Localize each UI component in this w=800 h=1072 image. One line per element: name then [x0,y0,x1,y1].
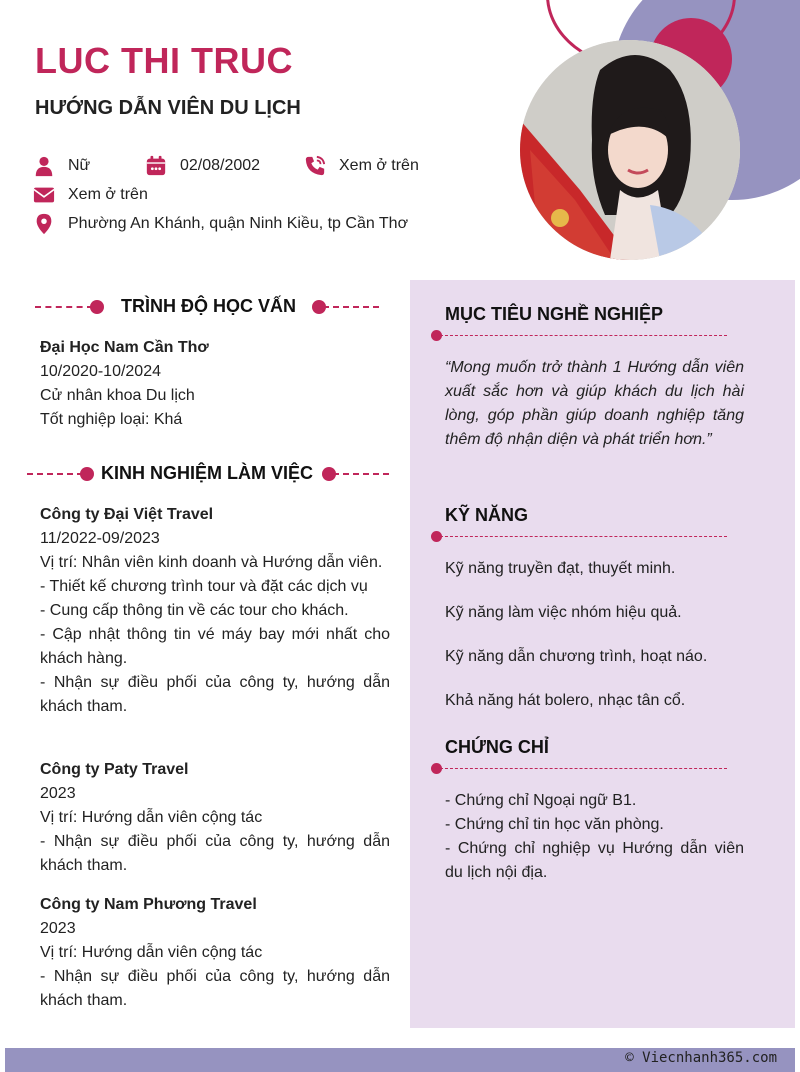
job-duty: - Cập nhật thông tin vé máy bay mới nhất cho khách hàng. [40,626,390,667]
heading-rule-right [333,473,389,475]
section-rule [440,536,727,537]
certificates-title: CHỨNG CHỈ [445,737,549,757]
job-entry [40,893,390,1013]
location-pin-icon [33,213,55,235]
job-company: Công ty Paty Travel [40,761,189,778]
job-title: HƯỚNG DẪN VIÊN DU LỊCH [35,97,301,119]
candidate-name: LUC THI TRUC [35,40,293,81]
birthday-row [145,155,260,177]
job-duty: - Nhận sự điều phối của công ty, hướng dẫn khách tham. [40,968,390,1009]
education-block [40,336,390,432]
job-entry [40,758,390,878]
heading-rule-left [35,306,93,308]
job-company: Công ty Nam Phương Travel [40,896,257,913]
job-position: Vị trí: Hướng dẫn viên cộng tác [40,809,263,826]
job-duty: - Cung cấp thông tin về các tour cho khách. [40,602,349,619]
education-degree: Cử nhân khoa Du lịch [40,387,195,404]
heading-dot-left [80,467,94,481]
certificate-item: - Chứng chỉ tin học văn phòng. [445,816,664,833]
job-duty: - Nhận sự điều phối của công ty, hướng dẫn khách tham. [40,833,390,874]
birthday-value: 02/08/2002 [180,157,261,174]
job-company: Công ty Đại Việt Travel [40,506,214,523]
job-entry [40,503,390,719]
education-heading [35,296,380,318]
calendar-icon [145,155,167,177]
section-rule [440,768,727,769]
email-value: Xem ở trên [68,186,148,203]
heading-dot-left [90,300,104,314]
user-icon [33,155,55,177]
skill-item: Kỹ năng dẫn chương trình, hoạt náo. [445,648,708,665]
skill-item: Kỹ năng làm việc nhóm hiệu quả. [445,604,682,621]
heading-rule-left [27,473,83,475]
profile-photo [520,40,740,260]
certificates-list [445,789,744,885]
envelope-icon [33,184,55,206]
skill-item: Kỹ năng truyền đạt, thuyết minh. [445,560,676,577]
email-row [33,184,148,206]
job-duty: - Thiết kế chương trình tour và đặt các dịch vụ [40,578,368,595]
gender-row [33,155,90,177]
skills-title: KỸ NĂNG [445,505,529,525]
phone-value: Xem ở trên [339,157,419,174]
address-row [33,213,408,235]
experience-title: KINH NGHIỆM LÀM VIỆC [101,463,314,483]
job-duty: - Nhận sự điều phối của công ty, hướng dẫn khách tham. [40,674,390,715]
phone-icon [304,155,326,177]
job-period: 2023 [40,920,76,937]
job-period: 11/2022-09/2023 [40,530,160,547]
experience-heading [27,463,389,485]
objective-text: “Mong muốn trở thành 1 Hướng dẫn viên xuất sắc hơn và giúp khách du lịch hài lòng, góp phần giúp doanh nghiệp tăng thêm độ nhận diện và phát triển hơn.” [445,359,744,448]
section-rule [440,335,727,336]
job-period: 2023 [40,785,76,802]
school-name: Đại Học Nam Cần Thơ [40,339,209,356]
job-position: Vị trí: Nhân viên kinh doanh và Hướng dẫn viên. [40,554,383,571]
education-grade: Tốt nghiệp loại: Khá [40,411,183,428]
gender-value: Nữ [68,157,91,174]
job-position: Vị trí: Hướng dẫn viên cộng tác [40,944,263,961]
skill-item: Khả năng hát bolero, nhạc tân cổ. [445,692,686,709]
objective-title: MỤC TIÊU NGHỀ NGHIỆP [445,304,664,324]
certificate-item: - Chứng chỉ Ngoại ngữ B1. [445,792,637,809]
footer-copyright: © Viecnhanh365.com [625,1050,777,1066]
education-title: TRÌNH ĐỘ HỌC VẤN [121,296,296,316]
certificate-item: - Chứng chỉ nghiệp vụ Hướng dẫn viên du lịch nội địa. [445,840,744,881]
address-value: Phường An Khánh, quận Ninh Kiều, tp Cần Thơ [68,215,409,232]
heading-rule-right [323,306,379,308]
phone-row [304,155,419,177]
education-period: 10/2020-10/2024 [40,363,161,380]
